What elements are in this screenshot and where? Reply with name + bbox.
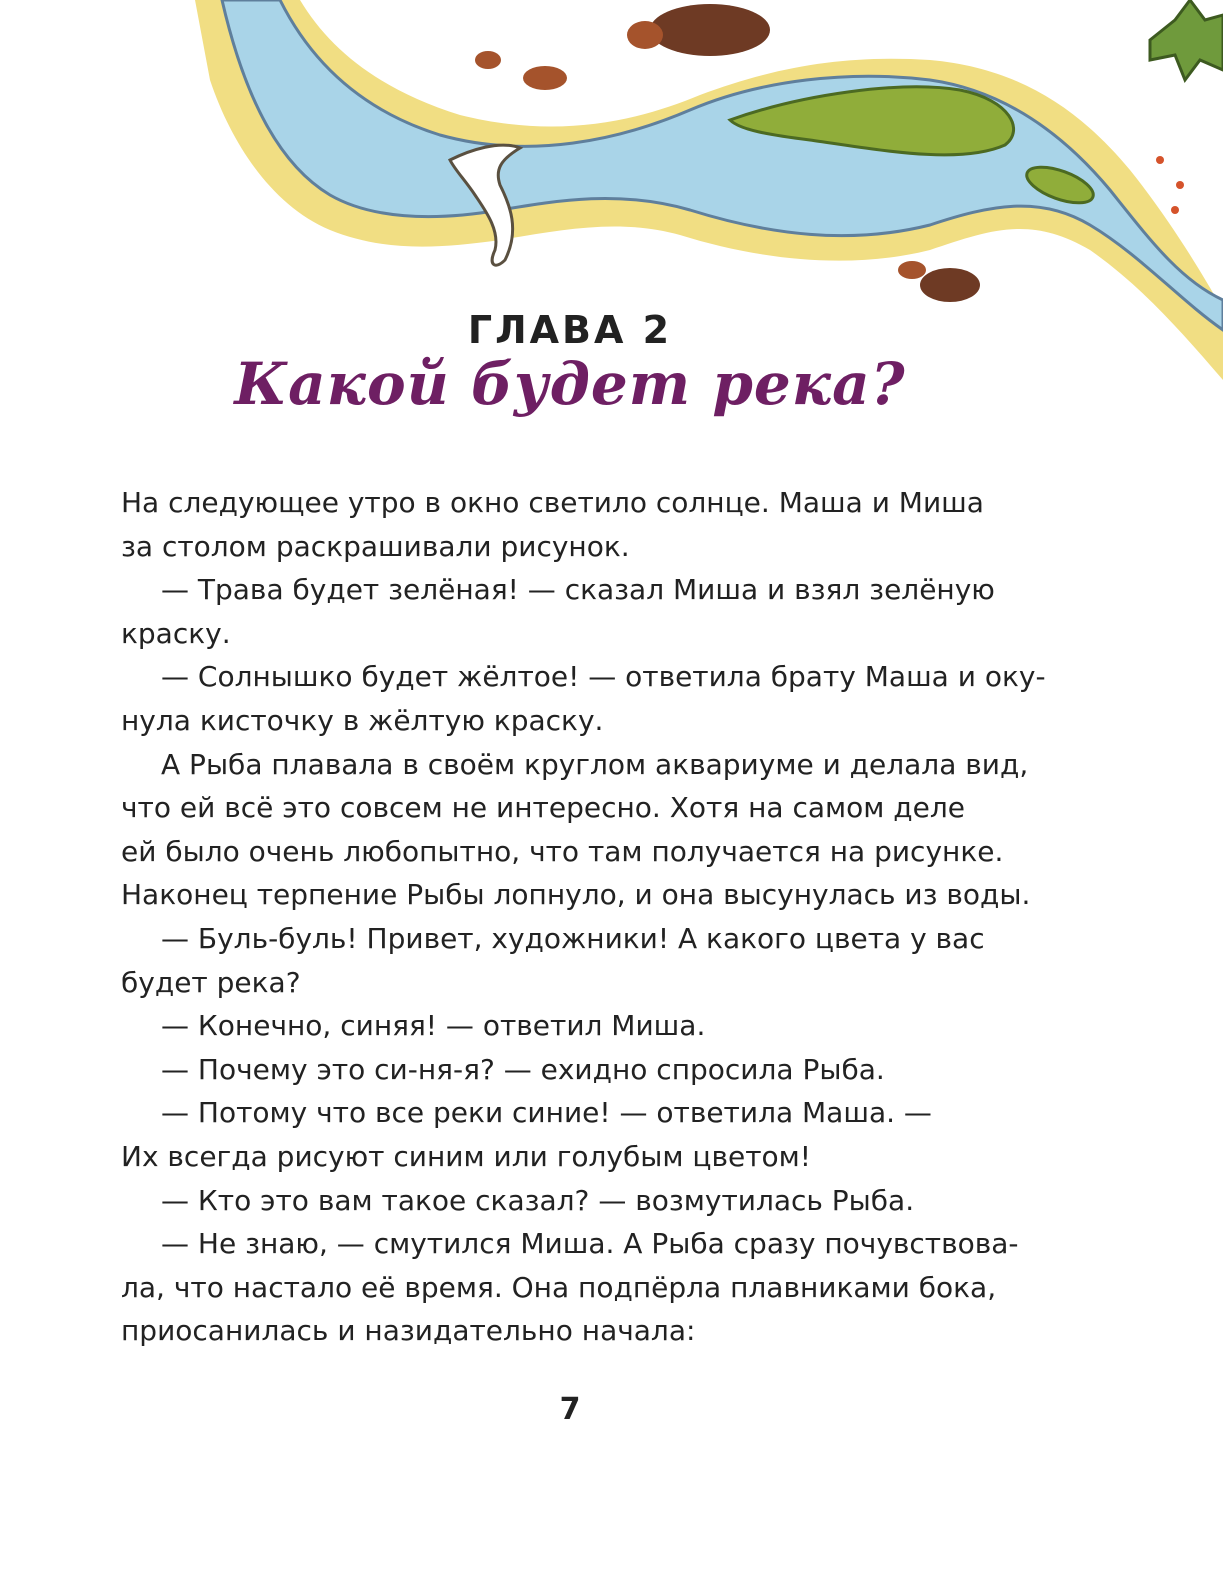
- stone: [475, 51, 501, 69]
- stone: [650, 4, 770, 56]
- fish: [1176, 181, 1184, 189]
- text-line: ей было очень любопытно, что там получается на рисунке.: [121, 834, 1004, 868]
- text-line: ла, что настало её время. Она подпёрла плавниками бока,: [121, 1270, 997, 1304]
- text-line: за столом раскрашивали рисунок.: [121, 529, 630, 563]
- text-line: — Почему это си-ня-я? — ехидно спросила Рыба.: [161, 1052, 885, 1086]
- text-line: — Трава будет зелёная! — сказал Миша и взял зелёную: [161, 573, 995, 607]
- stone: [627, 21, 663, 49]
- text-line: краску.: [121, 616, 231, 650]
- text-line: А Рыба плавала в своём круглом аквариуме и делала вид,: [161, 747, 1029, 781]
- page-number: 7: [559, 1392, 581, 1427]
- text-line: — Кто это вам такое сказал? — возмутилась Рыба.: [161, 1183, 915, 1217]
- text-line: На следующее утро в окно светило солнце. Маша и Миша: [121, 486, 984, 519]
- text-line: будет река?: [121, 965, 301, 999]
- text-line: что ей всё это совсем не интересно. Хотя на самом деле: [121, 791, 965, 825]
- text-line: приосанилась и назидательно начала:: [121, 1314, 696, 1348]
- fish: [1156, 156, 1164, 164]
- text-line: Их всегда рисуют синим или голубым цветом!: [121, 1139, 811, 1173]
- text-line: — Солнышко будет жёлтое! — ответила брату Маша и оку-: [161, 660, 1046, 694]
- text-line: — Потому что все реки синие! — ответила Маша. —: [161, 1096, 932, 1130]
- text-line: — Не знаю, — смутился Миша. А Рыба сразу почувствова-: [161, 1227, 1019, 1261]
- text-line: нула кисточку в жёлтую краску.: [121, 703, 604, 737]
- stone: [920, 268, 980, 302]
- chapter-title: Какой будет река?: [234, 350, 906, 418]
- text-line: — Буль-буль! Привет, художники! А какого цвета у вас: [161, 921, 985, 955]
- chapter-number: ГЛАВА 2: [467, 308, 673, 352]
- text-line: Наконец терпение Рыбы лопнуло, и она высунулась из воды.: [121, 878, 1031, 912]
- fish: [1171, 206, 1179, 214]
- leaf-plant: [1150, 0, 1223, 80]
- text-line: — Конечно, синяя! — ответил Миша.: [161, 1009, 706, 1043]
- body-text: [121, 481, 1046, 1353]
- stone: [898, 261, 926, 279]
- stone: [523, 66, 567, 90]
